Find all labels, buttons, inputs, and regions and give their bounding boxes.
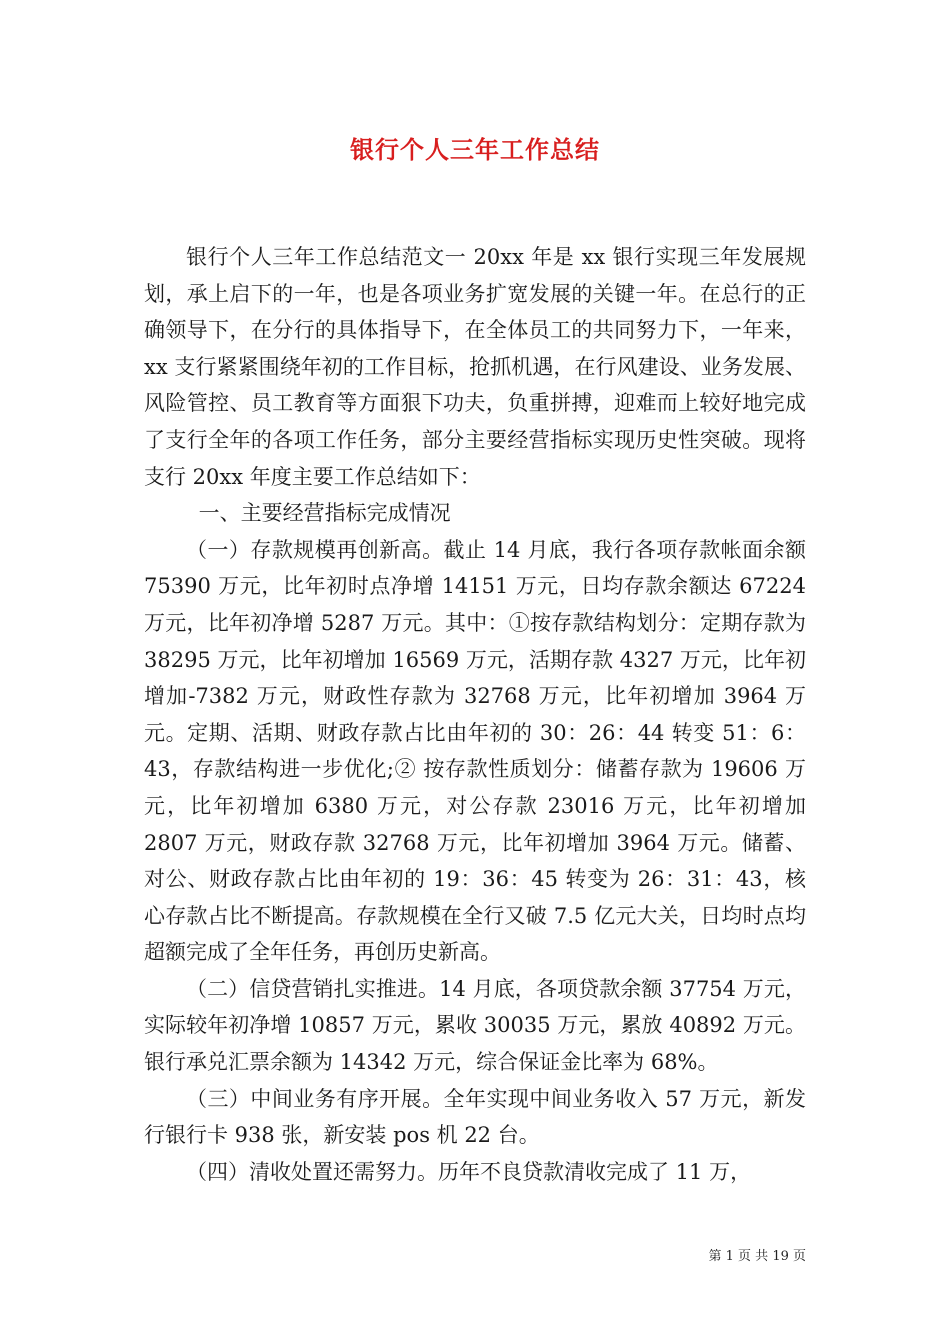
page-number-footer: 第 1 页 共 19 页	[708, 1249, 806, 1264]
document-body	[144, 239, 806, 1190]
paragraph-intermediate-business: （三）中间业务有序开展。全年实现中间业务收入 57 万元，新发行银行卡 938 张，新安装 pos 机 22 台。	[144, 1086, 806, 1148]
paragraph-intro: 银行个人三年工作总结范文一 20xx 年是 xx 银行实现三年发展规划，承上启下的一年，也是各项业务扩宽发展的关键一年。在总行的正确领导下，在分行的具体指导下，在全体员工的共同努力下，一年来，xx 支行紧紧围绕年初的工作目标，抢抓机遇，在行风建设、业务发展、风险管控、员工教育等方面狠下功夫，负重拼搏，迎难而上较好地完成了支行全年的各项工作任务，部分主要经营指标实现历史性突破。现将支行 20xx 年度主要工作总结如下：	[144, 245, 806, 489]
paragraph-recovery: （四）清收处置还需努力。历年不良贷款清收完成了 11 万，	[186, 1159, 752, 1184]
paragraph-credit: （二）信贷营销扎实推进。14 月底，各项贷款余额 37754 万元，实际较年初净增 10857 万元，累收 30035 万元，累放 40892 万元。银行承兑汇票余额为 14342 万元，综合保证金比率为 68%。	[144, 976, 806, 1075]
paragraph-deposits: （一）存款规模再创新高。截止 14 月底，我行各项存款帐面余额 75390 万元，比年初时点净增 14151 万元，日均存款余额达 67224 万元，比年初净增 5287 万元。其中：①按存款结构划分：定期存款为 38295 万元，比年初增加 16569 万元，活期存款 4327 万元，比年初增加-7382 万元，财政性存款为 32768 万元，比年初增加 3964 万元。定期、活期、财政存款占比由年初的 30：26：44 转变 51：6：43，存款结构进一步优化;② 按存款性质划分：储蓄存款为 19606 万元，比年初增加 6380 万元，对公存款 23016 万元，比年初增加 2807 万元，财政存款 32768 万元，比年初增加 3964 万元。储蓄、对公、财政存款占比由年初的 19：36：45 转变为 26：31：43，核心存款占比不断提高。存款规模在全行又破 7.5 亿元大关，日均时点均超额完成了全年任务，再创历史新高。	[144, 537, 806, 965]
document-title: 银行个人三年工作总结	[350, 135, 600, 164]
section-heading-1: 一、主要经营指标完成情况	[198, 501, 451, 526]
